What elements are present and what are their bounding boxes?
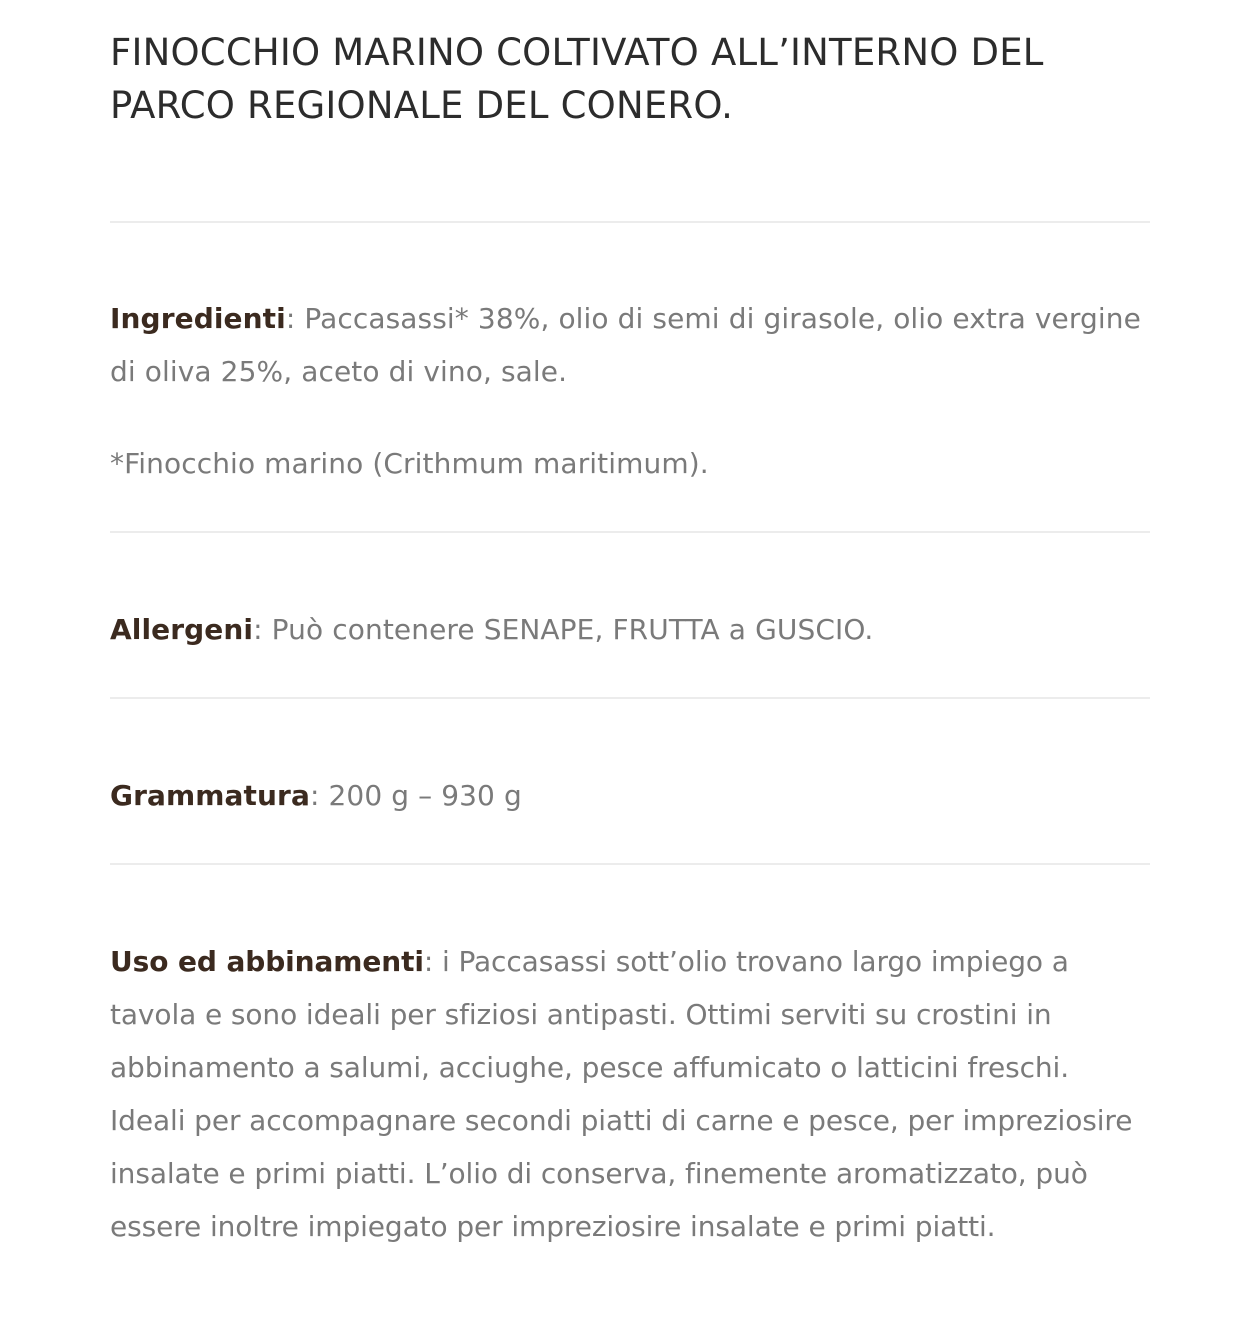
weight-text: : 200 g – 930 g: [309, 779, 522, 812]
ingredients-label: Ingredienti: [110, 302, 286, 335]
weight-label: Grammatura: [110, 779, 310, 812]
weight-section: [110, 699, 1150, 822]
usage-label: Uso ed abbinamenti: [110, 945, 424, 978]
ingredients-text: : Paccasassi* 38%, olio di semi di girasole, olio extra vergine di oliva 25%, aceto di vino, sale.: [110, 302, 1141, 388]
allergens-text: : Può contenere SENAPE, FRUTTA a GUSCIO.: [253, 613, 874, 646]
allergens-label: Allergeni: [110, 613, 254, 646]
ingredients-paragraph: [110, 292, 1150, 398]
usage-section: [110, 865, 1150, 1253]
weight-paragraph: [110, 769, 1150, 822]
product-description: [110, 0, 1150, 1253]
allergens-section: [110, 533, 1150, 656]
usage-paragraph: [110, 935, 1150, 1253]
page-title: FINOCCHIO MARINO COLTIVATO ALL’INTERNO DEL PARCO REGIONALE DEL CONERO.: [110, 31, 1044, 127]
ingredients-section: [110, 223, 1150, 490]
usage-text: : i Paccasassi sott’olio trovano largo impiego a tavola e sono ideali per sfiziosi antipasti. Ottimi serviti su crostini in abbinamento a salumi, acciughe, pesce affumicato o latticini freschi. Ideali per accompagnare secondi piatti di carne e pesce, per impreziosire insalate e primi piatti. L’olio di conserva, finemente aromatizzato, può essere inoltre impiegato per impreziosire insalate e primi piatti.: [110, 945, 1133, 1243]
allergens-paragraph: [110, 603, 1150, 656]
ingredients-note: *Finocchio marino (Crithmum maritimum).: [110, 447, 709, 480]
